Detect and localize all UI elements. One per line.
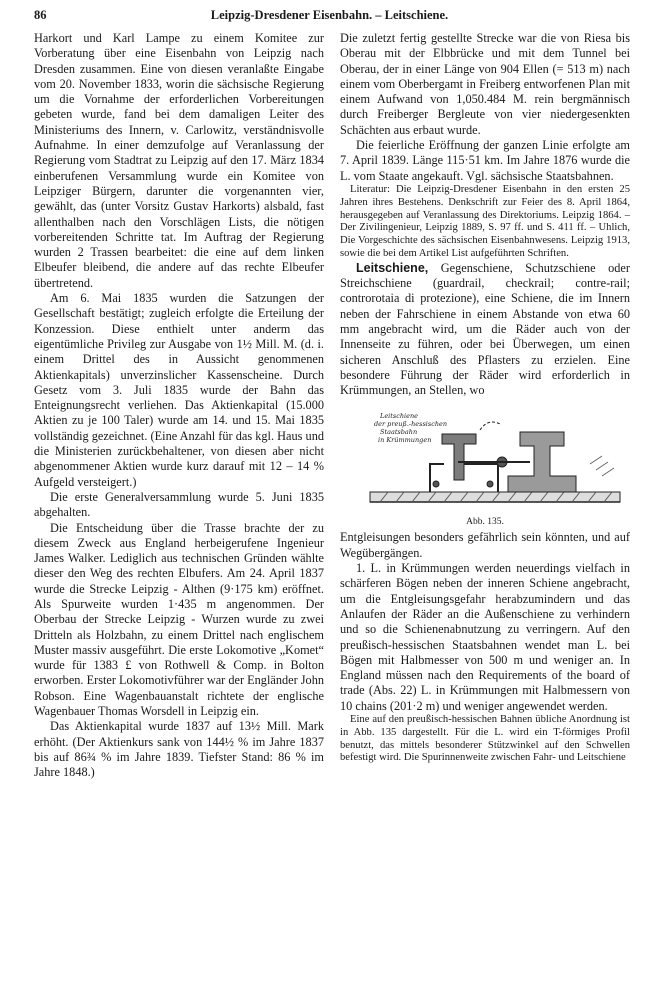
small-print-block [340, 714, 630, 765]
paragraph: Harkort und Karl Lampe zu einem Komitee zur Vorberatung über eine Eisenbahn von Leipzig nach Dresden zusammen. Eine von diesen veranlaßte Eingabe vom 20. November 1833, worin die sächsische Regierung um die Vornahme der erforderlichen Vorbereitungen gebeten wurde, fand bei dem damaligen Leiter des Ministeriums des Innern, v. Carlowitz, verständnisvolle Aufnahme. In einer demzufolge auf Veranlassung der Regierung vom Stadtrat zu Leipzig auf den 17. März 1834 einberufenen Versammlung wurde ein Komitee von Leipziger Bürgern, darunter die vorgenannten vier, gewählt, das (unter Vorsitz Gustav Harkorts) alsbald, fast allenthalben nach den Vorschlägen Lists, die nötigen vorbereitenden Schritte tat. Im Auftrag der Regierung wurden 2 Trassen bearbeitet: die eine auf dem linken Elbeufer bleibend, die andere auf das rechte Elbeufer übertretend. [34, 31, 324, 290]
paragraph: Das Aktienkapital wurde 1837 auf 13½ Mill. Mark erhöht. (Der Aktienkurs sank von 144½ % im Jahre 1837 bis auf 86¾ % im Jahre 1839. Tiefster Stand: 86 % im Jahre 1848.) [34, 719, 324, 780]
paragraph: Entgleisungen besonders gefährlich sein könnten, und auf Wegübergängen. [340, 530, 630, 560]
paragraph: Eine auf den preußisch-hessischen Bahnen übliche Anordnung ist in Abb. 135 dargestellt. Für die L. wird ein T-förmiges Profil benutzt, das mittels besonderer Stützwinkel auf den Schwellen befestigt wird. Die Spurinnenweite zwischen Fahr- und Leitschiene [340, 713, 630, 764]
sleeper-shape [370, 492, 620, 502]
entry-headword: Leitschiene, [356, 260, 429, 275]
right-column [340, 31, 630, 765]
paragraph: Die erste Generalversammlung wurde 5. Juni 1835 abgehalten. [34, 489, 324, 520]
guard-rail-shape [442, 434, 476, 480]
guard-rail-drawing [340, 404, 630, 516]
figure-label: Staatsbahn [380, 428, 418, 437]
paragraph: Die feierliche Eröffnung der ganzen Linie erfolgte am 7. April 1839. Länge 115·51 km. Im Jahre 1876 wurde die L. vom Staate angekauft. Vgl. sächsische Staatsbahnen. [340, 138, 630, 183]
paragraph: 1. L. in Krümmungen werden neuerdings vielfach in schärferen Bögen neben der inneren Schiene angebracht, um die Entgleisungsgefahr herabzumindern und das Anlaufen der Räder an die Außenschiene zu verhindern und so die Schienenabnutzung zu verringern. Auf den preußisch-hessischen Staatsbahnen wendet man L. bei Bögen mit Halbmesser von 500 m und weniger an. In England müssen nach den Requirements of the board of trade (Abs. 22) L. in Krümmungen mit Halbmessern von 10 chains (201·2 m) und weniger angewendet werden. [340, 561, 630, 713]
figure-label: Leitschiene [380, 412, 418, 421]
figure-abb-135 [340, 404, 630, 528]
literature-block [340, 184, 630, 261]
running-head: Leipzig-Dresdener Eisenbahn. – Leitschiene. [210, 8, 449, 22]
entry-paragraph [340, 261, 630, 399]
page-number: 86 [34, 8, 47, 22]
paragraph: Am 6. Mai 1835 wurden die Satzungen der Gesellschaft bestätigt; zugleich erfolgte die Erteilung der Konzession. Diese enthielt unter anderm das eigentümliche Privileg zur Ausgabe von 1½ Mill. M. (d. i. einem Drittel des in Aussicht genommenen Aktienkapitals) unverzinslicher Kassenscheine. Durch Gesetz vom 3. Juli 1835 wurde der Bahn das Enteignungsrecht verliehen. Das Aktienkapital (15.000 Aktien zu je 100 Taler) wurde am 14. und 15. Mai 1835 vollständig gezeichnet. (Eine Anzahl für das kgl. Haus und die Ministerien zurückbehaltener, von diesen aber nicht abgenommener Aktien wurde kurz darauf mit 12 – 14 % Aufgeld versteigert.) [34, 291, 324, 489]
literature-text: Literatur: Die Leipzig-Dresdener Eisenbahn in den ersten 25 Jahren ihres Bestehens. Denkschrift zur Feier des 8. April 1864, herausgegeben auf Veranlassung des Direktoriums. Leipzig 1864. – Der Zivilingenieur, Leipzig 1889, S. 97 ff. und S. 411 ff. – Uhlich, Die Vorgeschichte des sächsischen Eisenbahnwesens. Leipzig 1913, sowie die bei dem Artikel List aufgeführten Schriften. [340, 183, 630, 259]
entry-text: Gegenschiene, Schutzschiene oder Streichschiene (guardrail, checkrail; contre-rail; controrotaia di protezione), eine Schiene, die im Innern neben der Fahrschiene in einem Abstande von etwa 60 mm angebracht wird, um die Räder auch von der Innenseite zu führen, oder bei Überwegen, um einen sicheren Anschluß des Pflasters zu erzielen. Eine besondere Führung der Räder wird erforderlich in Krümmungen, an Stellen, wo [340, 260, 630, 398]
paragraph: Die Entscheidung über die Trasse brachte der zu diesem Zweck aus England herbeigerufene Ingenieur James Walker. Lediglich aus technischen Gründen wählte dieser den Weg des rechten Elbufers. Am 24. April 1837 wurde die Strecke Leipzig - Althen (9·175 km) eröffnet. Als Spurweite wurden 1·435 m angenommen. Der Oberbau der Strecke Leipzig - Wurzen wurde zu zwei Dritteln als Holzbahn, zu einem Drittel nach englischem Muster massiv ausgeführt. Die erste Lokomotive „Komet“ wurde für 1383 £ von Rothwell & Comp. in Bolton erworben. Erster Lokomotivführer war der Engländer John Robson. Eine Wagenbauanstalt richtete der englische Wagenbauer Thomas Worsdell in Leipzig ein. [34, 520, 324, 719]
left-column [34, 31, 324, 781]
page-header [34, 6, 625, 28]
figure-label: in Krümmungen [378, 436, 432, 445]
figure-label: der preuß.-hessischen [374, 420, 448, 429]
paragraph: Die zuletzt fertig gestellte Strecke war die von Riesa bis Oberau mit der Elbbrücke und mit dem Tunnel bei Oberau, der in einer Länge von 904 Ellen (= 513 m) nach einem vom Oberbergamt in Freiberg entworfenen Plan mit einem Aufwand von 1,050.484 M. rein bergmännisch durch Freiberger Bergleute von vier niedergesenkten Schächten aus erbaut wurde. [340, 31, 630, 137]
figure-caption: Abb. 135. [466, 517, 504, 528]
